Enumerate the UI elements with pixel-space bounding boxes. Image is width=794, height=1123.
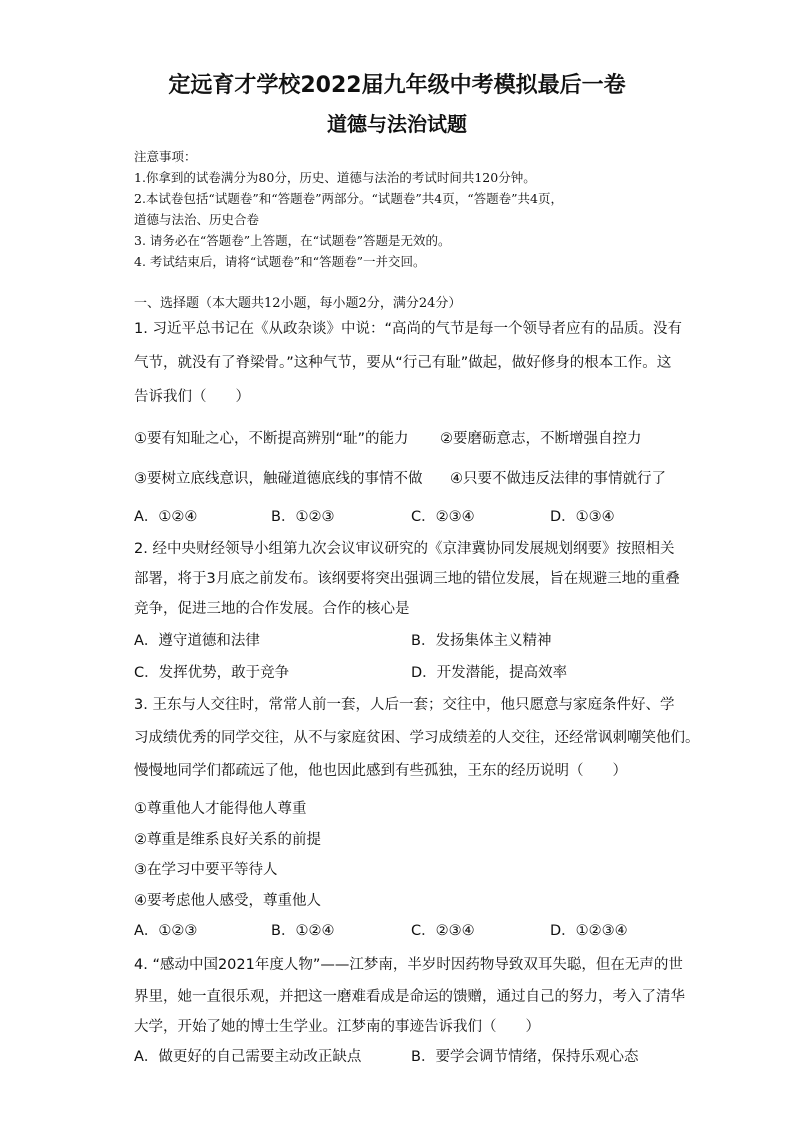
q4-line: 大学，开始了她的博士生学业。江梦南的事迹告诉我们（ ） [134, 1019, 540, 1035]
q4-option-b: B．要学会调节情绪，保持乐观心态 [411, 1049, 639, 1065]
q1-option-d: D．①③④ [550, 509, 615, 525]
q3-statement: ②尊重是维系良好关系的前提 [134, 832, 321, 848]
q2-option-a: A．遵守道德和法律 [134, 633, 260, 649]
exam-title: 定远育才学校2022届九年级中考模拟最后一卷 [168, 73, 626, 98]
section-heading: 一、选择题（本大题共12小题，每小题2分，满分24分） [134, 296, 462, 311]
q1-option-a: A．①②④ [134, 509, 198, 525]
q3-line: 3. 王东与人交往时，常常人前一套，人后一套；交往中，他只愿意与家庭条件好、学 [134, 697, 675, 713]
notes-item: 4. 考试结束后，请将“试题卷”和“答题卷”一并交回。 [134, 254, 426, 269]
q2-option-d: D．开发潜能，提高效率 [411, 665, 568, 681]
q1-option-b: B．①②③ [271, 509, 335, 525]
q3-option-c: C．②③④ [411, 923, 475, 939]
q3-option-a: A．①②③ [134, 923, 198, 939]
q2-option-c: C．发挥优势，敢于竞争 [134, 665, 290, 681]
q3-line: 习成绩优秀的同学交往，从不与家庭贫困、学习成绩差的人交往，还经常讽刺嘲笑他们。 [134, 730, 700, 746]
q3-line: 慢慢地同学们都疏远了他，他也因此感到有些孤独，王东的经历说明（ ） [134, 763, 627, 779]
q3-option-b: B．①②④ [271, 923, 335, 939]
q2-line: 2. 经中央财经领导小组第九次会议审议研究的《京津冀协同发展规划纲要》按照相关 [134, 541, 675, 557]
q4-option-a: A．做更好的自己需要主动改正缺点 [134, 1049, 362, 1065]
notes-heading: 注意事项： [134, 149, 197, 164]
q4-line: 4. “感动中国2021年度人物”——江梦南，半岁时因药物导致双耳失聪，但在无声的世 [134, 957, 683, 973]
q1-statement: ②要磨砺意志，不断增强自控力 [440, 431, 642, 447]
q2-option-b: B．发扬集体主义精神 [411, 633, 552, 649]
q3-statement: ④要考虑他人感受，尊重他人 [134, 893, 321, 909]
q1-statement: ④只要不做违反法律的事情就行了 [450, 471, 666, 487]
q1-line: 气节，就没有了脊梁骨。”这种气节，要从“行己有耻”做起，做好修身的根本工作。这 [134, 355, 672, 371]
q4-line: 界里，她一直很乐观，并把这一磨难看成是命运的馈赠，通过自己的努力，考入了清华 [134, 989, 685, 1005]
q1-line: 1. 习近平总书记在《从政杂谈》中说：“高尚的气节是每一个领导者应有的品质。没有 [134, 321, 682, 337]
q3-statement: ①尊重他人才能得他人尊重 [134, 801, 307, 817]
q2-line: 部署，将于3月底之前发布。该纲要将突出强调三地的错位发展，旨在规避三地的重叠 [134, 571, 680, 587]
exam-subtitle: 道德与法治试题 [327, 112, 467, 136]
q1-option-c: C．②③④ [411, 509, 475, 525]
notes-item: 2.本试卷包括“试题卷”和“答题卷”两部分。“试题卷”共4页，“答题卷”共4页， [134, 191, 563, 206]
q3-option-d: D．①②③④ [550, 923, 628, 939]
notes-block [134, 146, 674, 272]
notes-item: 3. 请务必在“答题卷”上答题，在“试题卷”答题是无效的。 [134, 233, 451, 248]
q1-line: 告诉我们（ ） [134, 389, 250, 405]
q1-statement: ①要有知耻之心，不断提高辨别“耻”的能力 [134, 431, 409, 447]
q2-line: 竞争，促进三地的合作发展。合作的核心是 [134, 601, 410, 617]
notes-item: 道德与法治、历史合卷 [134, 212, 260, 227]
notes-item: 1.你拿到的试卷满分为80分，历史、道德与法治的考试时间共120分钟。 [134, 170, 536, 185]
q1-statement: ③要树立底线意识，触碰道德底线的事情不做 [134, 471, 423, 487]
q3-statement: ③在学习中要平等待人 [134, 862, 278, 878]
